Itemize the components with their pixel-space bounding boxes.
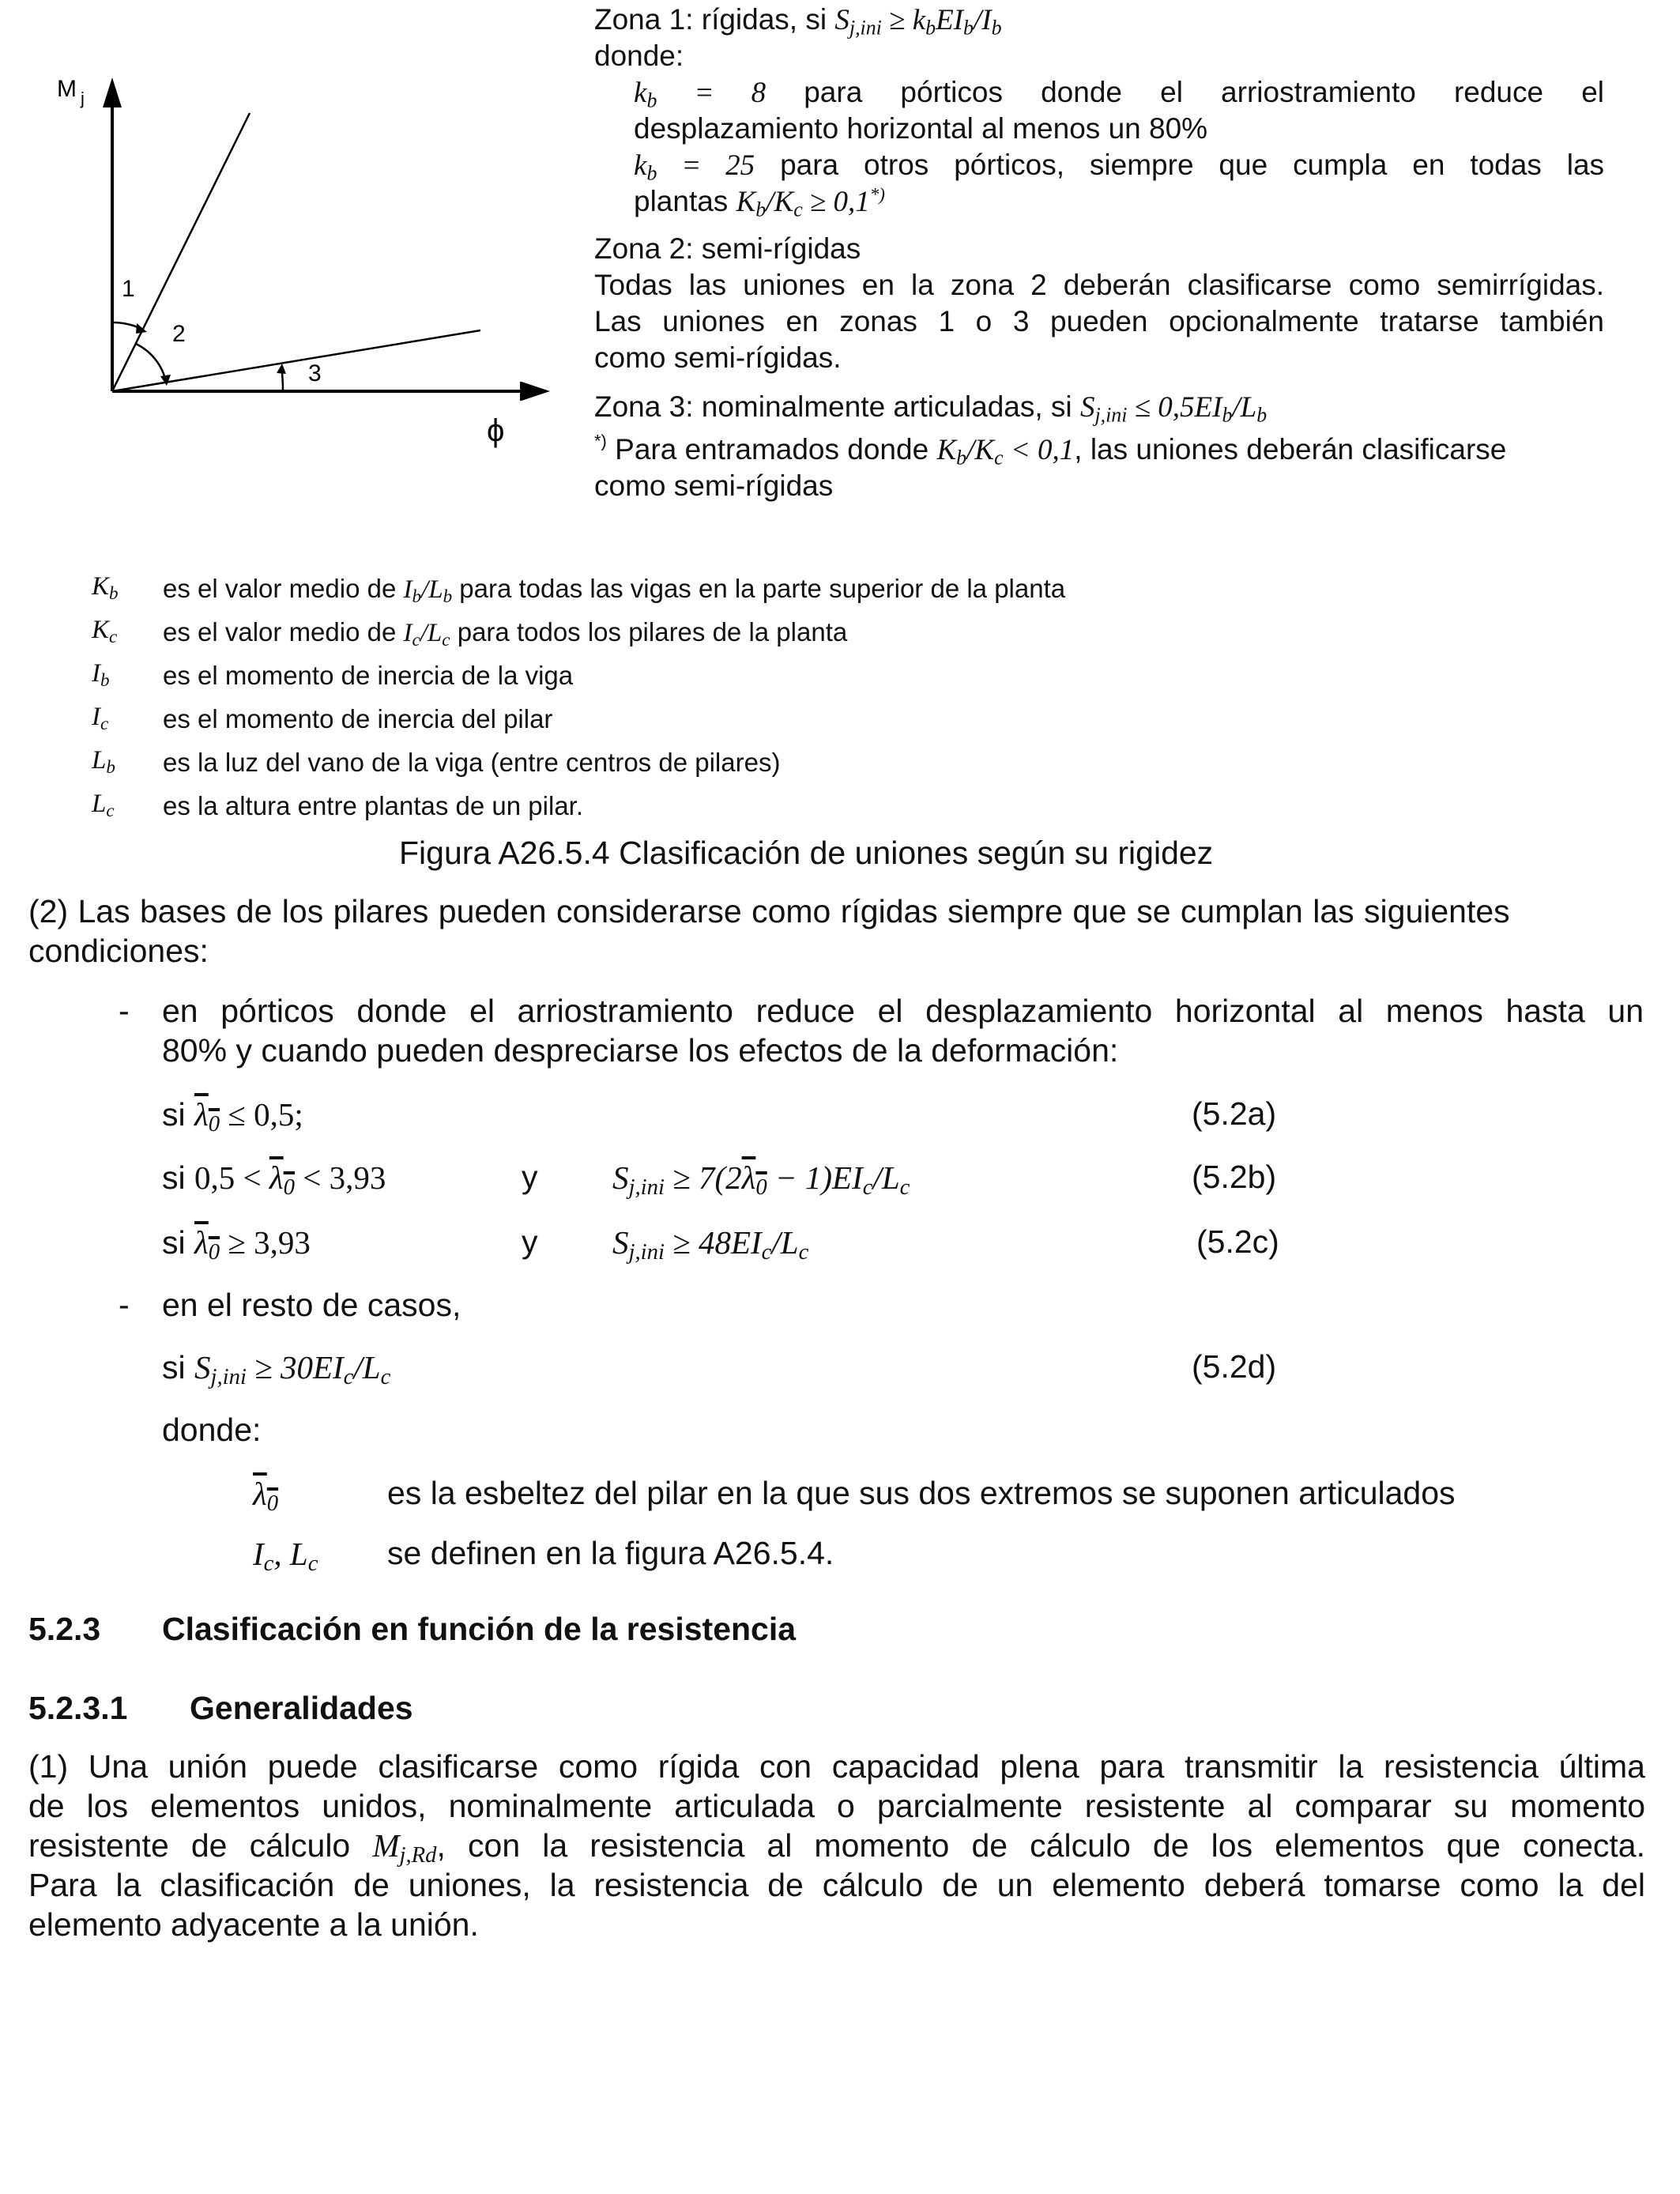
bullet1-dash: - xyxy=(119,993,130,1029)
kb25-math: $k_b = 25$ xyxy=(634,149,755,185)
y-axis-arrow xyxy=(103,77,122,107)
zone3-arc-arrow xyxy=(277,364,286,374)
eq-5-2a-number: (5.2a) xyxy=(1192,1095,1277,1132)
rigidity-diagram xyxy=(47,63,553,458)
para1-line3 xyxy=(28,1826,1645,1868)
rigid-boundary-line xyxy=(112,113,250,391)
zone-descriptions xyxy=(594,2,1604,504)
kb8-text-cont: desplazamiento horizontal al menos un 80% xyxy=(634,112,1208,145)
eq-5-2b-rhs: $S_{j,ini} \ge 7(2\lambda_0 - 1)EI_c/L_c$ xyxy=(612,1159,910,1201)
kb25-text: para otros pórticos, siempre que cumpla en todas las xyxy=(780,149,1605,181)
zone2-line3: como semi-rígidas. xyxy=(594,341,842,374)
zone3-condition: $S_{j,ini} \le 0,5EI_b/L_b$ xyxy=(1079,391,1268,427)
section-5231-title: Generalidades xyxy=(190,1690,413,1726)
para1-symbol: $M_{j,Rd}$ xyxy=(372,1827,437,1868)
x-axis-arrow xyxy=(520,382,550,401)
def-symbol-kc: $K_c$ xyxy=(92,616,118,647)
zone2-line1: Todas las uniones en la zona 2 deberán clasificarse como semirrígidas. xyxy=(594,269,1604,301)
para1-line2: de los elementos unidos, nominalmente articulada o parcialmente resistente al comparar su momento xyxy=(28,1788,1645,1824)
eq-5-2c-cond: $\lambda_0 \ge 3,93$ xyxy=(194,1224,311,1265)
eq-si: si xyxy=(162,1224,186,1261)
def-text-ib: es el momento de inercia de la viga xyxy=(163,661,574,690)
def-text-lc: es la altura entre plantas de un pilar. xyxy=(163,791,584,820)
eq-5-2b-number: (5.2b) xyxy=(1192,1159,1277,1195)
para2-line1: (2) Las bases de los pilares pueden considerarse como rígidas siempre que se cumplan las siguientes xyxy=(28,893,1510,929)
eq-5-2a-cond: $\lambda_0 \le 0,5$; xyxy=(194,1096,303,1137)
footnote-condition: $K_b/K_c < 0,1$ xyxy=(936,434,1075,469)
y-axis-subscript: j xyxy=(81,89,85,108)
where-lambda-symbol: $\lambda_0$ xyxy=(253,1476,279,1517)
figure-caption: Figura A26.5.4 Clasificación de uniones según su rigidez xyxy=(399,835,1214,871)
eq-5-2d-number: (5.2d) xyxy=(1192,1348,1277,1385)
zone3-heading xyxy=(594,389,1604,432)
where-donde: donde: xyxy=(162,1412,262,1448)
footnote xyxy=(594,432,1604,468)
eq-si: si xyxy=(162,1096,186,1133)
zone1-prefix: Zona 1: rígidas, si xyxy=(594,3,835,36)
footnote-text3: como semi-rígidas xyxy=(594,469,834,502)
bullet2-text: en el resto de casos, xyxy=(162,1287,461,1323)
eq-5-2d-cond: $S_{j,ini} \ge 30EI_c/L_c$ xyxy=(194,1349,391,1390)
para1-line5: elemento adyacente a la unión. xyxy=(28,1906,479,1943)
eq-5-2a xyxy=(162,1095,303,1137)
eq-5-2c-y: y xyxy=(522,1223,538,1260)
y-axis-label: M xyxy=(57,76,77,102)
zone2-label: 2 xyxy=(172,321,186,347)
footnote-text1: Para entramados donde xyxy=(615,433,929,466)
zone2-line2: Las uniones en zonas 1 o 3 pueden opcionalmente tratarse también xyxy=(594,305,1604,337)
eq-5-2d xyxy=(162,1348,391,1390)
zone2-title: Zona 2: semi-rígidas xyxy=(594,232,861,265)
para1-line1: (1) Una unión puede clasificarse como rígida con capacidad plena para transmitir la resistencia última xyxy=(28,1748,1645,1785)
section-523-title: Clasificación en función de la resistencia xyxy=(162,1611,797,1647)
kb25-plantas: plantas xyxy=(634,185,729,217)
where-lambda-text: es la esbeltez del pilar en la que sus dos extremos se suponen articulados xyxy=(387,1475,1456,1511)
def-symbol-lb: $L_b$ xyxy=(92,746,115,777)
eq-5-2c xyxy=(162,1223,311,1265)
eq-5-2b-y: y xyxy=(522,1159,538,1195)
def-text-kb: es el valor medio de $I_b/L_b$ para todas las vigas en la parte superior de la planta xyxy=(163,574,1066,606)
zone1-heading xyxy=(594,2,1604,38)
eq-5-2b-cond: $0,5 < \lambda_0 < 3,93$ xyxy=(194,1159,386,1201)
kb8-text: para pórticos donde el arriostramiento reduce el xyxy=(804,76,1605,108)
bullet2-dash: - xyxy=(119,1287,130,1323)
eq-5-2c-rhs: $S_{j,ini} \ge 48EI_c/L_c$ xyxy=(612,1224,809,1265)
def-text-lb: es la luz del vano de la viga (entre centros de pilares) xyxy=(163,748,781,777)
eq-5-2b xyxy=(162,1159,386,1201)
para1-line3b: , con la resistencia al momento de cálculo de los elementos que conecta. xyxy=(436,1827,1645,1864)
kb8-math: $k_b = 8$ xyxy=(634,77,767,112)
section-5231-number: 5.2.3.1 xyxy=(28,1690,128,1726)
eq-5-2c-number: (5.2c) xyxy=(1196,1223,1279,1260)
eq-si: si xyxy=(162,1159,186,1196)
zone2-arc xyxy=(136,344,166,382)
bullet1-line2: 80% y cuando pueden despreciarse los efectos de la deformación: xyxy=(162,1032,1119,1069)
where-ic-lc-symbol: $I_c$, $L_c$ xyxy=(253,1536,318,1577)
zone3-label: 3 xyxy=(308,360,322,386)
footnote-mark: *) xyxy=(594,431,607,451)
def-text-ic: es el momento de inercia del pilar xyxy=(163,704,553,733)
para1 xyxy=(28,1747,1645,1944)
zone1-condition: $S_{j,ini} \ge k_bEI_b/I_b$ xyxy=(834,4,1002,40)
def-symbol-ib: $I_b$ xyxy=(92,659,110,690)
zone2-arc-arrow xyxy=(160,375,171,386)
para2-line2: condiciones: xyxy=(28,933,209,969)
kb25-condition: $K_b/K_c \ge 0,1^{*)}$ xyxy=(736,184,885,221)
where-ic-lc-text: se definen en la figura A26.5.4. xyxy=(387,1535,834,1571)
rigidity-figure xyxy=(47,63,553,458)
footnote-text2: , las uniones deberán clasificarse xyxy=(1074,433,1507,466)
para1-line3a: resistente de cálculo xyxy=(28,1827,351,1864)
def-symbol-kb: $K_b$ xyxy=(92,572,119,603)
eq-si: si xyxy=(162,1349,186,1385)
section-523-number: 5.2.3 xyxy=(28,1611,101,1647)
para1-line4: Para la clasificación de uniones, la resistencia de cálculo de un elemento deberá tomarse como la del xyxy=(28,1867,1645,1903)
zone1-label: 1 xyxy=(122,276,135,302)
zone1-donde: donde: xyxy=(594,40,684,72)
zone3-prefix: Zona 3: nominalmente articuladas, si xyxy=(594,390,1080,423)
kb8-entry xyxy=(594,74,1604,220)
def-symbol-lc: $L_c$ xyxy=(92,790,115,820)
x-axis-label: ϕ xyxy=(487,413,505,448)
def-text-kc: es el valor medio de $I_c/L_c$ para todos los pilares de la planta xyxy=(163,617,848,650)
def-symbol-ic: $I_c$ xyxy=(92,703,109,733)
bullet1-line1: en pórticos donde el arriostramiento reduce el desplazamiento horizontal al menos hasta un xyxy=(162,993,1644,1029)
